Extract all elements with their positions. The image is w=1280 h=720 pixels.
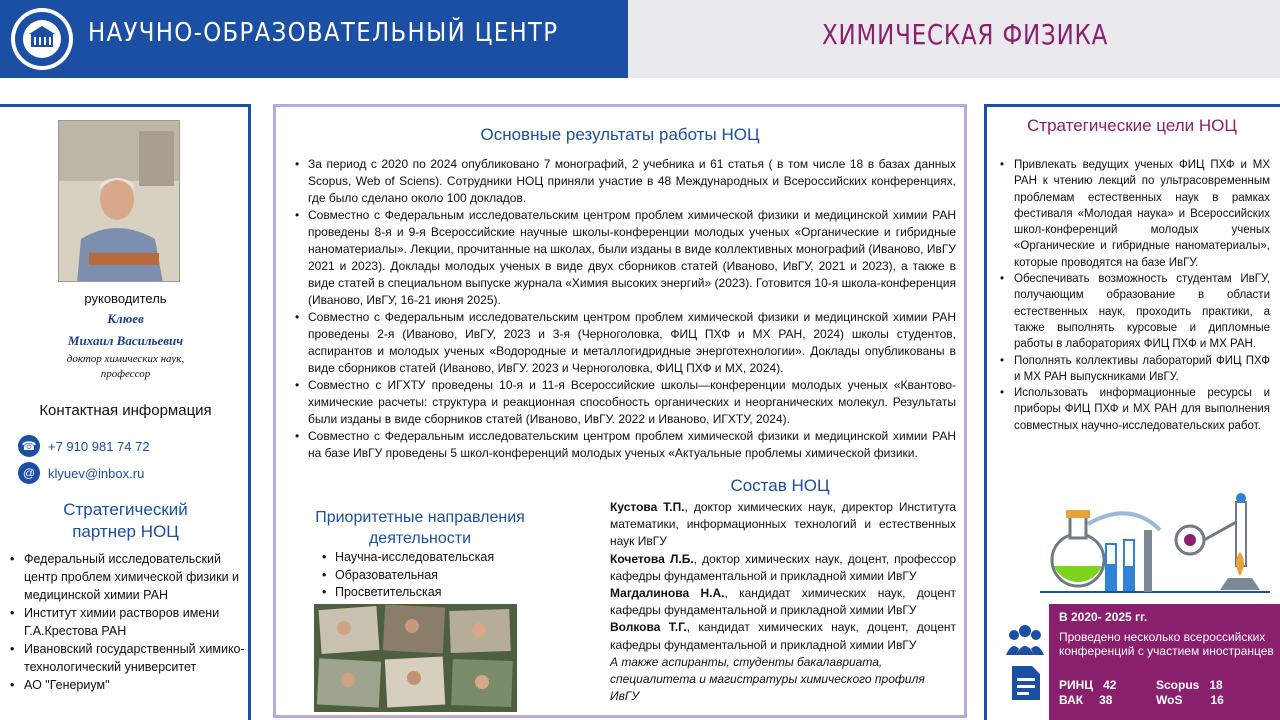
- results-list: [290, 156, 956, 462]
- directions-title-line1: Приоритетные направления: [315, 509, 525, 526]
- stats-box: [1049, 604, 1280, 720]
- leader-degree: [0, 352, 251, 382]
- page-subtitle: ХИМИЧЕСКАЯ ФИЗИКА: [822, 18, 1109, 51]
- stat-label: ВАК: [1059, 693, 1084, 707]
- list-item: • Образовательная: [320, 567, 494, 585]
- staff-desc: , кандидат химических наук, доцент кафедры фундаментальной и прикладной химии ИвГУ: [610, 586, 957, 618]
- staff-member: [610, 619, 956, 653]
- email-address[interactable]: klyuev@inbox.ru: [48, 465, 145, 481]
- leader-photo: [58, 120, 180, 282]
- stat-rinc: [1059, 678, 1116, 692]
- list-item: • Обеспечивать возможность студентам ИвГУ, получающим образование в области естественных наук, проходить практики, а также выполнять курсовые и дипломные работы в лабораториях ФИЦ ПХФ и МХ РАН.: [998, 271, 1270, 352]
- stat-value: 38: [1099, 693, 1113, 707]
- stat-value: 18: [1209, 678, 1223, 692]
- list-item: • Совместно с Федеральным исследовательским центром проблем химической физики и медицинской химии РАН на базе ИвГУ проведены 5 школ-конференций молодых ученых «Актуальные проблемы химической физики.: [290, 428, 956, 462]
- lab-equipment-icon: [1040, 490, 1270, 600]
- leader-surname: Клюев: [107, 311, 144, 326]
- leader-title-line: профессор: [100, 368, 151, 380]
- results-title: Основные результаты работы НОЦ: [480, 125, 760, 144]
- stats-description: Проведено несколько всероссийских конференций с участием иностранцев: [1059, 630, 1274, 658]
- stat-value: 16: [1210, 693, 1224, 707]
- list-item: • Пополнять коллективы лабораторий ФИЦ ПХФ и МХ РАН выпускниками ИвГУ.: [998, 353, 1270, 386]
- list-item: • Просветительская: [320, 584, 494, 602]
- stats-period: В 2020- 2025 гг.: [1059, 610, 1148, 624]
- staff-title: Состав НОЦ: [730, 476, 830, 495]
- stat-label: WoS: [1156, 693, 1183, 707]
- list-item: • Привлекать ведущих ученых ФИЦ ПХФ и МХ РАН к чтению лекций по ультрасовременным проблемам естественных наук в рамках фестиваля «Молодая наука» и Всероссийских школ-конференций молодых ученых «Органические и гибридные наноматериалы», которые проводятся на базе ИвГУ.: [998, 157, 1270, 271]
- directions-title: [312, 507, 528, 549]
- partner-title-line2: партнер НОЦ: [72, 522, 179, 541]
- university-logo-icon: [10, 7, 74, 71]
- document-icon: [1006, 664, 1044, 702]
- staff-name: Магдалинова Н.А.: [610, 586, 725, 601]
- stat-label: РИНЦ: [1059, 678, 1094, 692]
- directions-title-line2: деятельности: [368, 530, 472, 547]
- phone-row[interactable]: [18, 435, 150, 457]
- stat-scopus: [1156, 678, 1223, 692]
- list-item: • Совместно с ИГХТУ проведены 10-я и 11-я Всероссийские школы—конференции молодых ученых «Квантово-химические расчеты: структура и реакционная способность органических и неорганических молекул. Результаты были изданы в виде сборников статей (Иваново, ИвГУ. 2022 и Иваново, ИГХТУ, 2024).: [290, 377, 956, 428]
- photo-collage: [314, 604, 517, 712]
- list-item: • Ивановский государственный химико-технологический университет: [8, 640, 248, 676]
- list-item: • АО "Генериум": [8, 676, 248, 694]
- leader-role: руководитель: [84, 291, 167, 306]
- partner-list: [8, 550, 248, 694]
- phone-icon: ☎: [18, 435, 40, 457]
- staff-desc: , доктор химических наук, директор Института математики, информационных технологий и естественных наук ИвГУ: [610, 500, 956, 549]
- list-item: • За период с 2020 по 2024 опубликовано 7 монографий, 2 учебника и 61 статья ( в том числе 18 в базах данных Scopus, Web of Sciens). Сотрудники НОЦ приняли участие в 48 Международных и Всероссийских конференциях, где было сделано около 100 докладов.: [290, 156, 956, 207]
- page-title: НАУЧНО-ОБРАЗОВАТЕЛЬНЫЙ ЦЕНТР: [88, 18, 559, 48]
- staff-member: [610, 551, 956, 585]
- list-item: • Институт химии растворов имени Г.А.Крестова РАН: [8, 604, 248, 640]
- goals-title: Стратегические цели НОЦ: [1027, 116, 1237, 135]
- list-item: • Научна-исследовательская: [320, 549, 494, 567]
- staff-name: Кочетова Л.Б.: [610, 551, 694, 566]
- staff-desc: , кандидат химических наук, доцент, доцент кафедры фундаментальной и прикладной химии ИвГУ: [610, 620, 956, 652]
- goals-list: [998, 157, 1270, 434]
- email-icon: @: [18, 462, 40, 484]
- staff-member: [610, 499, 956, 551]
- stat-wos: [1156, 693, 1224, 707]
- stat-label: Scopus: [1156, 678, 1200, 692]
- stat-value: 42: [1103, 678, 1117, 692]
- contacts-title: Контактная информация: [39, 402, 212, 419]
- leader-name: Михаил Васильевич: [67, 333, 184, 348]
- list-item: • Использовать информационные ресурсы и приборы ФИЦ ПХФ и МХ РАН для выполнения совместных научно-исследовательских работ.: [998, 385, 1270, 434]
- people-icon: [1006, 621, 1044, 659]
- directions-list: [320, 549, 494, 602]
- staff-member: [610, 585, 956, 619]
- staff-desc: , доктор химических наук, доцент, профессор кафедры фундаментальной и прикладной химии ИвГУ: [610, 551, 956, 583]
- staff-name: Кустова Т.П.: [610, 500, 685, 514]
- email-row[interactable]: [18, 462, 144, 484]
- list-item: • Совместно с Федеральным исследовательским центром проблем химической физики и медицинской химии РАН проведены 2-я (Иваново, ИвГУ, 2023 и 3-я (Черноголовка, ФИЦ ПХФ и МХ РАН, 2024) школы студентов, аспирантов и молодых ученых «Водородные и металлогидридные энерготехнологии». Доклады опубликованы в виде сборников статей (Иваново, ИвГУ. 2023 и Черноголовка, ФИЦ ПХФ и МХ, 2024).: [290, 309, 956, 377]
- stat-vak: [1059, 693, 1112, 707]
- leader-degree-line: доктор химических наук,: [66, 353, 185, 365]
- staff-list: [610, 499, 956, 705]
- partner-title-line1: Стратегический: [63, 500, 188, 519]
- list-item: • Совместно с Федеральным исследовательским центром проблем химической физики и медицинской химии РАН проведены 8-я и 9-я Всероссийские научные школы-конференции молодых ученых «Органические и гибридные наноматериалы». Лекции, прочитанные на школах, были изданы в виде коллективных монографий (Иваново, ИвГУ 2021 и 2023). Доклады молодых ученых в виде двух сборников статей (Иваново, ИвГУ, 2021 и 2023), а также в виде статей в специальном выпуске журнала «Химия высоких энергий» (2023). Готовится 10-я школа-конференция (Иваново, ИвГУ, 16-21 июня 2025).: [290, 207, 956, 309]
- staff-extra: А также аспиранты, студенты бакалавриата, специалитета и магистратуры химического профиля ИвГУ: [610, 654, 925, 704]
- staff-name: Волкова Т.Г.: [610, 620, 687, 635]
- phone-number[interactable]: +7 910 981 74 72: [48, 438, 150, 454]
- partner-title: [0, 499, 251, 543]
- list-item: • Федеральный исследовательский центр проблем химической физики и медицинской химии РАН: [8, 550, 248, 604]
